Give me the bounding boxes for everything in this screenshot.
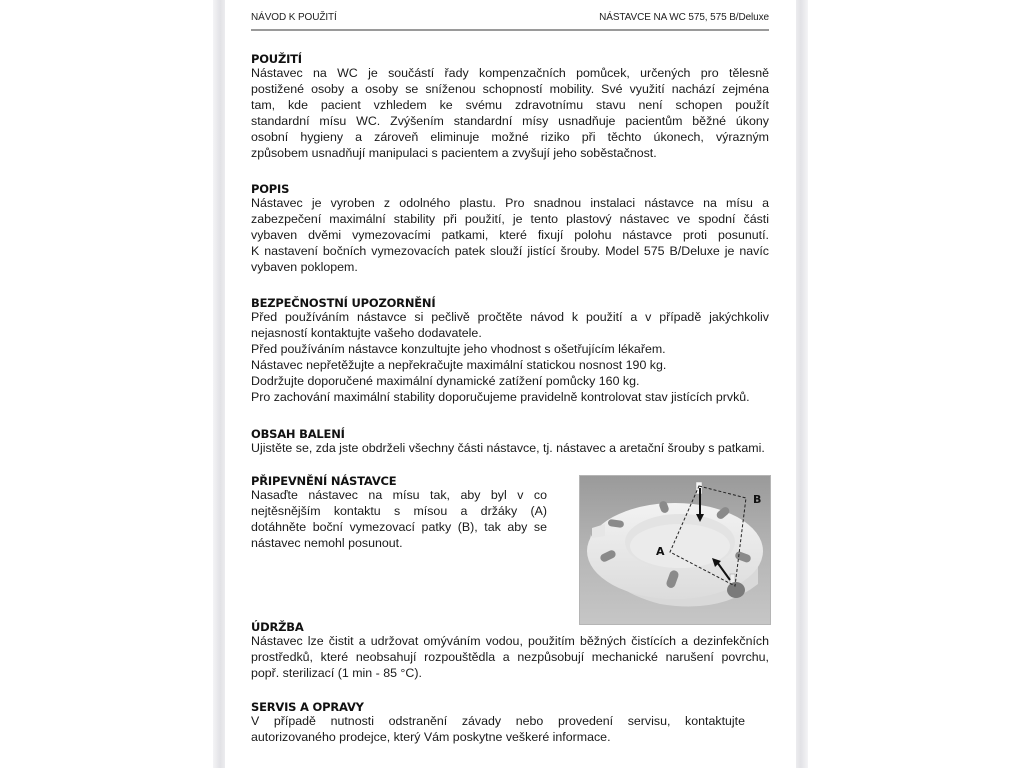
text-line: Před používáním nástavce si pečlivě pročtěte návod k použití a v případě jakýchkoliv [251, 310, 769, 324]
text-line: způsobem usnadňují manipulaci s pacientem a zvyšují jeho soběstačnost. [251, 145, 657, 160]
section-body [251, 634, 769, 682]
toilet-seat-raiser-photo [579, 475, 771, 625]
section-popis [251, 182, 769, 276]
text-line: Před používáním nástavce konzultujte jeho vhodnost s ošetřujícím lékařem. [251, 341, 666, 356]
section-body [251, 488, 547, 552]
section-bezpecnostni-upozorneni [251, 296, 769, 405]
section-body [251, 310, 769, 405]
text-line: Pro zachování maximální stability doporučujeme pravidelně kontrolovat stav jistících prvků. [251, 389, 750, 404]
header-right-title: NÁSTAVCE NA WC 575, 575 B/Deluxe [599, 12, 769, 23]
page-header [251, 11, 769, 31]
text-line: popř. sterilizací (1 min - 85 °C). [251, 665, 422, 680]
text-line: V případě nutnosti odstranění závady nebo provedení servisu, kontaktujte [251, 714, 745, 728]
text-line: vybaven dvěmi vymezovacími patkami, které fixují polohu nástavce proti posunutí. [251, 227, 769, 242]
section-servis-a-opravy [251, 700, 769, 746]
text-line: autorizovaného prodejce, který Vám poskytne veškeré informace. [251, 729, 611, 744]
text-line: dotáhněte boční vymezovací patky (B), tak aby se [251, 519, 547, 534]
text-line: K nastavení bočních vymezovacích patek slouží jistící šrouby. Model 575 B/Deluxe je navíc [251, 243, 769, 258]
section-heading: ÚDRŽBA [251, 620, 304, 634]
text-line: Dodržujte doporučené maximální dynamické zatížení pomůcky 160 kg. [251, 373, 640, 388]
text-line: nástavec nemohl posunout. [251, 535, 403, 550]
page-shadow-left [213, 0, 225, 768]
section-body [251, 196, 769, 276]
photo-label-b: B [753, 493, 762, 506]
text-line: standardní mísu WC. Zvýšením standardní mísy usnadňuje pacientům běžné úkony [251, 113, 769, 128]
text-line: vybaven poklopem. [251, 259, 358, 274]
section-heading: PŘIPEVNĚNÍ NÁSTAVCE [251, 474, 397, 488]
section-pripevneni-nastavce [251, 474, 547, 552]
text-line: Nástavec nepřetěžujte a nepřekračujte maximální statickou nosnost 190 kg. [251, 357, 667, 372]
section-body [251, 66, 769, 161]
text-line: zabezpečení maximální stability při použití, je tento plastový nástavec ve spodní části [251, 211, 769, 226]
text-line: osobní hygieny a zároveň eliminuje možné riziko při těchto úkonech, výrazným [251, 129, 769, 144]
section-heading: BEZPEČNOSTNÍ UPOZORNĚNÍ [251, 296, 436, 310]
section-udrzba [251, 620, 769, 682]
text-line: Ujistěte se, zda jste obdrželi všechny části nástavce, tj. nástavec a aretační šrouby s patkami. [251, 441, 765, 455]
section-body [251, 714, 745, 746]
text-line: prostředků, které neobsahují rozpouštědla a nezpůsobují mechanické narušení povrchu, [251, 649, 769, 664]
text-line: Nástavec lze čistit a udržovat omýváním vodou, použitím běžných čistících a dezinfekčních [251, 634, 769, 648]
document-page [225, 0, 796, 768]
header-left-title: NÁVOD K POUŽITÍ [251, 12, 337, 23]
section-heading: SERVIS A OPRAVY [251, 700, 364, 714]
section-obsah-baleni [251, 427, 769, 457]
section-heading: OBSAH BALENÍ [251, 427, 345, 441]
text-line: nejasností kontaktujte vašeho dodavatele. [251, 325, 482, 340]
section-heading: POPIS [251, 182, 290, 196]
photo-label-a: A [656, 545, 665, 558]
text-line: Nástavec je vyroben z odolného plastu. Pro snadnou instalaci nástavce na mísu a [251, 196, 769, 210]
text-line: postižené osoby a osoby se sníženou schopností mobility. Své využití nachází zejména [251, 81, 769, 96]
section-pouziti [251, 52, 769, 161]
text-line: Nástavec na WC je součástí řady kompenzačních pomůcek, určených pro tělesně [251, 66, 769, 80]
text-line: tam, kde pacient vzhledem ke svému zdravotnímu stavu není schopen použít [251, 97, 769, 112]
text-line: nejtěsnějším kontaktu s mísou a držáky (A) [251, 503, 547, 518]
section-body [251, 441, 769, 457]
text-line: Nasaďte nástavec na mísu tak, aby byl v co [251, 488, 547, 502]
section-heading: POUŽITÍ [251, 52, 302, 66]
page-shadow-right [796, 0, 808, 768]
